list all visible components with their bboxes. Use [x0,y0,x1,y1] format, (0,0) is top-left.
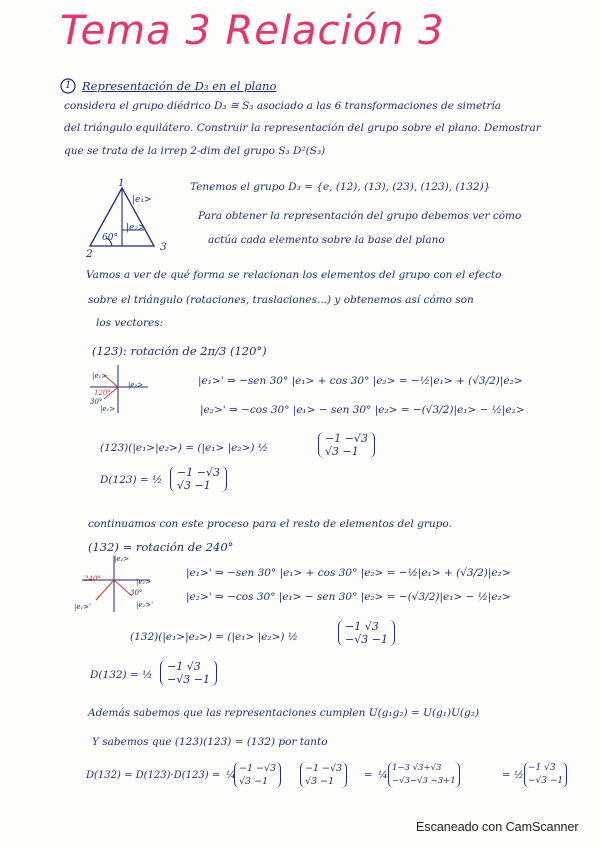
vector-e2-label: |e₂> [126,223,146,233]
final-lhs: D(132) = D(123)·D(123) = [86,770,221,781]
vertex-3-label: 3 [160,241,167,253]
rot132-diag-angle: 240° [84,575,101,583]
paragraph-line-3: los vectores: [96,317,164,329]
rot123-action: (123)(|e₁>|e₂>) = (|e₁> |e₂>) ½ [100,442,268,454]
rot123-diag-30: 30° [90,398,103,406]
rot123-eq1: |e₁>' ⇒ −sen 30° |e₁> + cos 30° |e₂> = −½|e₁> + (√3/2)|e₂> [198,375,523,387]
rot132-diag-e2p: |e₂>' [136,601,154,609]
final-factor-3: ½ [514,770,524,781]
rot123-matrix-b: −1 −√3 √3 −1 [170,466,227,492]
rot123-diag-e2: |e₂> [128,381,144,389]
rot132-eq1: |e₁>' ⇒ −sen 30° |e₁> + cos 30° |e₂> = −½|e₁> + (√3/2)|e₂> [186,567,511,579]
rot123-diag-e1p: |e₁> [100,405,116,413]
final-matrix-1: −1 −√3 √3 −1 [234,762,281,788]
triangle-diagram [82,180,192,260]
rot132-diag-e1p: |e₁>' [74,603,92,611]
rot132-header: (132) = rotación de 240° [88,540,234,554]
angle-label: 60° [102,233,118,243]
rot123-diag-angle: 120° [94,389,111,397]
continue-text: continuamos con este proceso para el resto de elementos del grupo. [88,518,452,530]
intro-line-3: actúa cada elemento sobre la base del plano [208,234,445,246]
intro-line-2: Para obtener la representación del grupo debemos ver cómo [198,210,522,222]
vector-e1-label: |e₁> [132,195,152,205]
rot123-matrix-a: −1 −√3 √3 −1 [318,432,375,458]
paragraph-line-2: sobre el triángulo (rotaciones, traslaciones...) y obtenemos así cómo son [88,294,474,306]
rot132-diag-30: 30° [130,589,143,597]
final-matrix-3: 1−3 √3+√3 −√3−√3 −3+1 [388,762,460,788]
section-heading: Representación de D₃ en el plano [82,79,277,93]
rot123-header: (123): rotación de 2π/3 (120°) [92,344,267,358]
rot132-action: (132)(|e₁>|e₂>) = (|e₁> |e₂>) ½ [130,631,298,643]
homomorphism-text: Además sabemos que las representaciones cumplen U(g₁g₂) = U(g₁)U(g₂) [88,707,480,719]
rot132-diag-e2: |e₂> [114,555,130,563]
paragraph-line-1: Vamos a ver de qué forma se relacionan los elementos del grupo con el efecto [86,269,502,281]
group-definition: Tenemos el grupo D₃ = {e, (12), (13), (23), (123), (132)} [190,181,491,193]
final-matrix-4: −1 √3 −√3 −1 [524,762,567,788]
final-matrix-2: −1 −√3 √3 −1 [300,762,347,788]
final-factor-2: ¼ [378,770,388,781]
vertex-2-label: 2 [86,248,93,260]
section-number: 1 [65,80,72,91]
rot132-eq2: |e₂>' ⇒ −cos 30° |e₁> − sen 30° |e₂> = −(√3/2)|e₁> − ½|e₂> [186,591,511,603]
rot123-diag-e1: |e₁> [92,372,108,380]
rot132-diag-e1: |e₁> [136,578,152,586]
page-title: Tema 3 Relación 3 [60,8,445,54]
final-factor-1: ¼ [226,770,236,781]
final-equals-2: = [502,770,511,781]
vertex-1-label: 1 [118,177,125,189]
rot132-matrix-a: −1 √3 −√3 −1 [338,620,395,646]
rot123-eq2: |e₂>' ⇒ −cos 30° |e₁> − sen 30° |e₂> = −(√3/2)|e₁> − ½|e₂> [200,404,525,416]
composition-text: Y sabemos que (123)(123) = (132) por tanto [92,736,328,748]
rot132-D: D(132) = ½ [90,669,153,681]
statement-line-1: considera el grupo diédrico D₃ ≅ S₃ asociado a las 6 transformaciones de simetría [64,100,502,112]
statement-line-2: del triángulo equilátero. Construir la representación del grupo sobre el plano. Demostrar [64,122,541,134]
camscanner-watermark: Escaneado con CamScanner [416,820,579,834]
rot132-matrix-b: −1 √3 −√3 −1 [160,660,217,686]
statement-line-3: que se trata de la irrep 2-dim del grupo S₃ D²(S₃) [64,145,326,157]
final-equals: = [364,770,373,781]
rot123-D: D(123) = ½ [100,474,163,486]
